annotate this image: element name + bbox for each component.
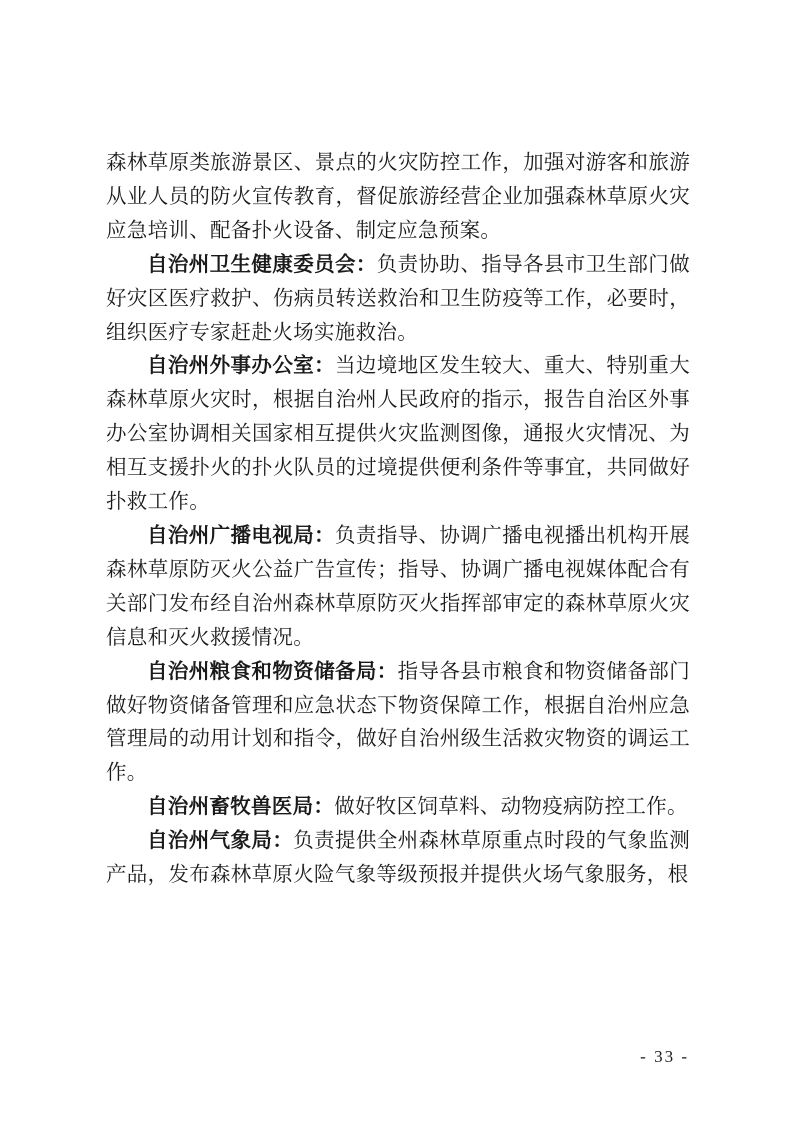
paragraph-text: 指导各县市粮食和物资储备部门做好物资储备管理和应急状态下物资保障工作，根据自治州应急管理局的动用计划和指令，做好自治州级生活救灾物资的调运工作。 — [106, 658, 690, 785]
document-body — [106, 146, 690, 892]
paragraph-text: 负责协助、指导各县市卫生部门做好灾区医疗救护、伤病员转送救治和卫生防疫等工作，必要时，组织医疗专家赶赴火场实施救治。 — [106, 251, 690, 344]
paragraph-lead: 自治州气象局： — [147, 828, 294, 853]
paragraph-foreign-affairs — [106, 349, 690, 519]
paragraph-lead: 自治州畜牧兽医局： — [147, 794, 335, 819]
paragraph-text: 森林草原类旅游景区、景点的火灾防控工作，加强对游客和旅游从业人员的防火宣传教育，督促旅游经营企业加强森林草原火灾应急培训、配备扑火设备、制定应急预案。 — [106, 150, 690, 242]
paragraph-lead: 自治州外事办公室： — [147, 353, 335, 378]
paragraph-tourism-continuation — [106, 146, 690, 248]
paragraph-broadcasting-bureau — [106, 519, 690, 655]
paragraph-lead: 自治州粮食和物资储备局： — [147, 658, 398, 683]
page-number: - 33 - — [640, 1047, 689, 1066]
paragraph-text: 负责指导、协调广播电视播出机构开展森林草原防灭火公益广告宣传；指导、协调广播电视媒体配合有关部门发布经自治州森林草原防灭火指挥部审定的森林草原火灾信息和灭火救援情况。 — [106, 522, 690, 649]
paragraph-text: 当边境地区发生较大、重大、特别重大森林草原火灾时，根据自治州人民政府的指示，报告自治区外事办公室协调相关国家相互提供火灾监测图像，通报火灾情况、为相互支援扑火的扑火队员的过境提供便利条件等事宜，共同做好扑救工作。 — [106, 353, 690, 514]
paragraph-text: 做好牧区饲草料、动物疫病防控工作。 — [334, 794, 688, 819]
paragraph-text: 负责提供全州森林草原重点时段的气象监测产品，发布森林草原火险气象等级预报并提供火场气象服务，根 — [106, 828, 690, 887]
paragraph-lead: 自治州卫生健康委员会： — [147, 251, 377, 276]
paragraph-animal-husbandry — [106, 790, 690, 824]
paragraph-meteorological-bureau — [106, 824, 690, 892]
paragraph-health-commission — [106, 248, 690, 350]
paragraph-grain-reserves — [106, 655, 690, 791]
paragraph-lead: 自治州广播电视局： — [147, 522, 335, 547]
